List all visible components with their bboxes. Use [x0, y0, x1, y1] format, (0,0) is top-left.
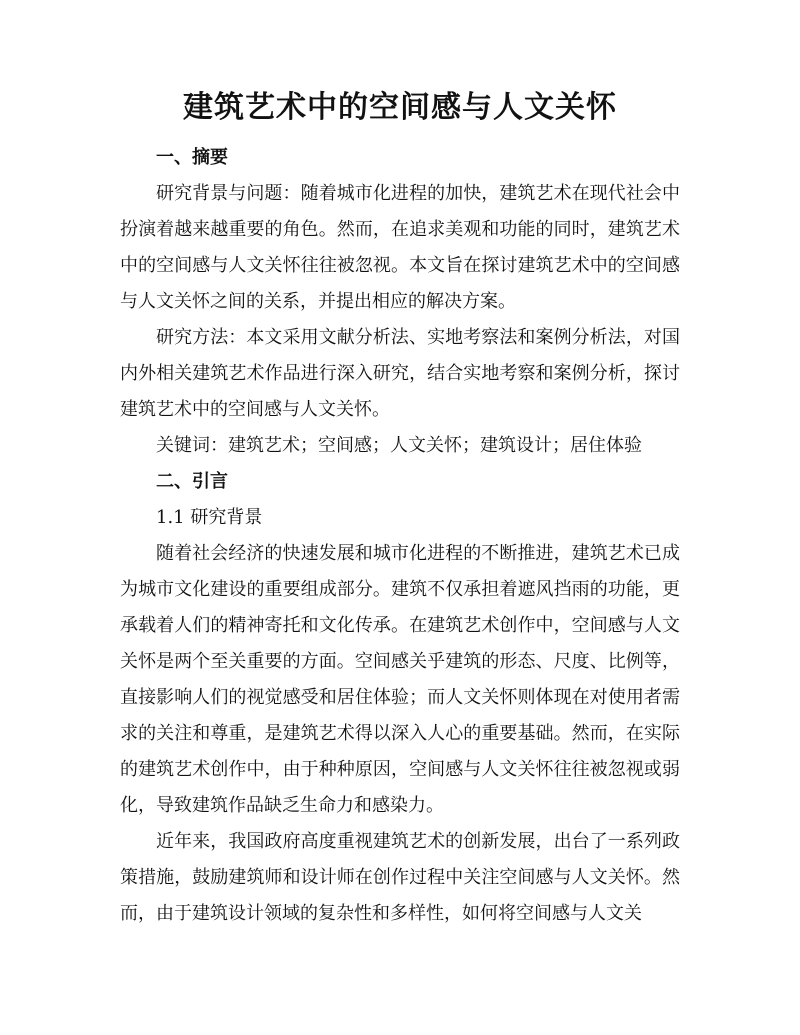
- section-heading-abstract: 一、摘要: [156, 147, 228, 168]
- abstract-paragraph-background: 研究背景与问题：随着城市化进程的加快，建筑艺术在现代社会中扮演着越来越重要的角色。然而，在追求美观和功能的同时，建筑艺术中的空间感与人文关怀往往被忽视。本文旨在探讨建筑艺术中的空间感与人文关怀之间的关系，并提出相应的解决方案。: [120, 183, 680, 312]
- intro-paragraph-1: 随着社会经济的快速发展和城市化进程的不断推进，建筑艺术已成为城市文化建设的重要组成部分。建筑不仅承担着遮风挡雨的功能，更承载着人们的精神寄托和文化传承。在建筑艺术创作中，空间感与人文关怀是两个至关重要的方面。空间感关乎建筑的形态、尺度、比例等，直接影响人们的视觉感受和居住体验；而人文关怀则体现在对使用者需求的关注和尊重，是建筑艺术得以深入人心的重要基础。然而，在实际的建筑艺术创作中，由于种种原因，空间感与人文关怀往往被忽视或弱化，导致建筑作品缺乏生命力和感染力。: [120, 543, 680, 816]
- document-title: 建筑艺术中的空间感与人文关怀: [183, 90, 617, 125]
- intro-paragraph-2: 近年来，我国政府高度重视建筑艺术的创新发展，出台了一系列政策措施，鼓励建筑师和设计师在创作过程中关注空间感与人文关怀。然而，由于建筑设计领域的复杂性和多样性，如何将空间感与人文关: [120, 831, 680, 924]
- abstract-paragraph-methods: 研究方法：本文采用文献分析法、实地考察法和案例分析法，对国内外相关建筑艺术作品进行深入研究，结合实地考察和案例分析，探讨建筑艺术中的空间感与人文关怀。: [120, 327, 680, 420]
- section-heading-introduction: 二、引言: [156, 471, 228, 492]
- subsection-heading-research-background: 1.1 研究背景: [156, 507, 263, 528]
- keywords-line: 关键词：建筑艺术；空间感；人文关怀；建筑设计；居住体验: [156, 435, 642, 456]
